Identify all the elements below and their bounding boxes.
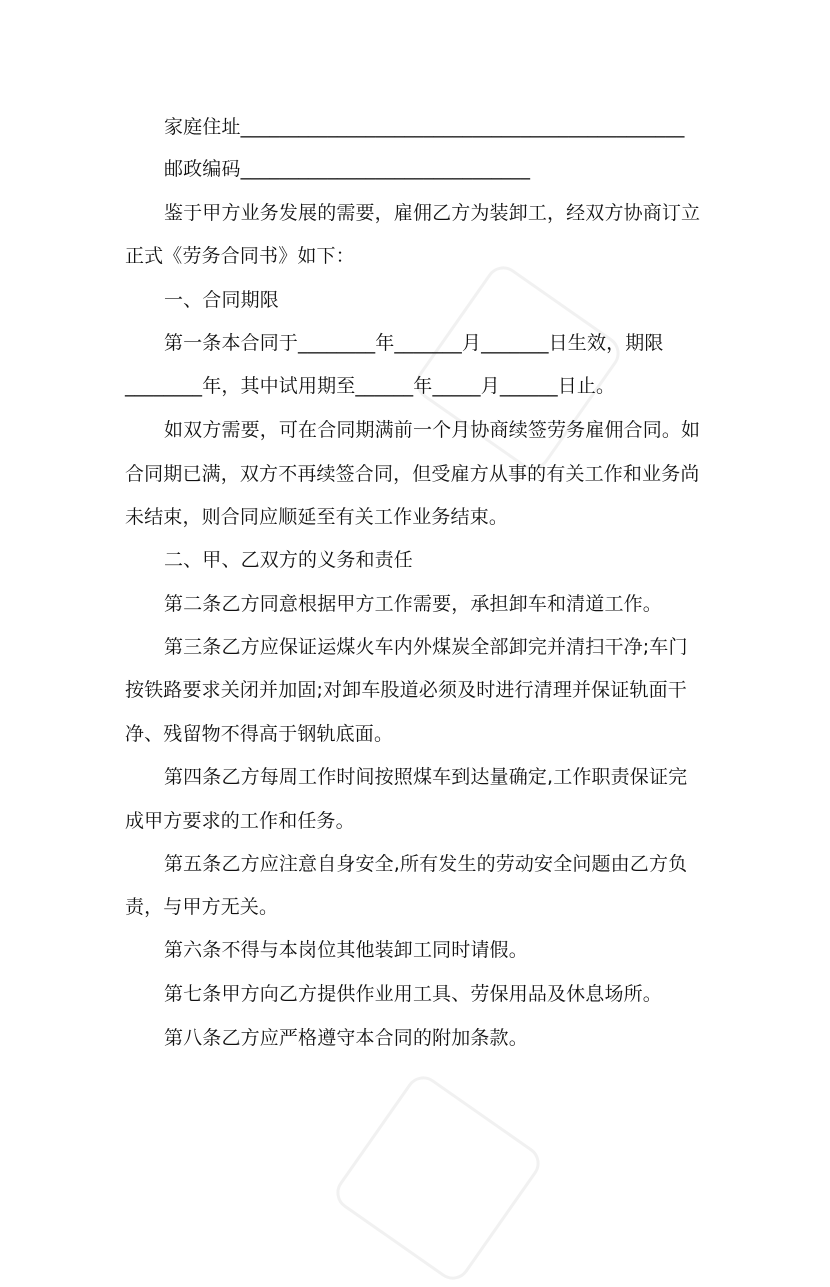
article-line: 责，与甲方无关。 xyxy=(125,896,279,918)
postal-code-line: 邮政编码______________________________ xyxy=(164,158,531,180)
article-line: 第一条本合同于________年_______月_______日生效，期限 xyxy=(164,332,664,354)
paragraph-line: 未结束，则合同应顺延至有关工作业务结束。 xyxy=(125,506,509,528)
article-line: ________年，其中试用期至______年_____月______日止。 xyxy=(125,375,616,397)
home-address-line: 家庭住址______________________________________________ xyxy=(164,116,685,138)
article-line: 成甲方要求的工作和任务。 xyxy=(125,810,355,832)
article-line: 第二条乙方同意根据甲方工作需要，承担卸车和清道工作。 xyxy=(164,593,662,615)
intro-paragraph-line: 鉴于甲方业务发展的需要，雇佣乙方为装卸工，经双方协商订立 xyxy=(164,202,701,224)
article-line: 按铁路要求关闭并加固;对卸车股道必须及时进行清理并保证轨面干 xyxy=(125,679,687,701)
article-line: 第四条乙方每周工作时间按照煤车到达量确定,工作职责保证完 xyxy=(164,766,688,788)
article-line: 第八条乙方应严格遵守本合同的附加条款。 xyxy=(164,1027,528,1049)
article-line: 第五条乙方应注意自身安全,所有发生的劳动安全问题由乙方负 xyxy=(164,853,688,875)
section-heading: 一、合同期限 xyxy=(164,289,279,311)
article-line: 第六条不得与本岗位其他装卸工同时请假。 xyxy=(164,939,528,961)
section-heading: 二、甲、乙双方的义务和责任 xyxy=(164,549,413,571)
watermark-mark xyxy=(329,1069,546,1286)
paragraph-line: 如双方需要，可在合同期满前一个月协商续签劳务雇佣合同。如 xyxy=(164,419,701,441)
paragraph-line: 合同期已满，双方不再续签合同，但受雇方从事的有关工作和业务尚 xyxy=(125,463,700,485)
article-line: 第七条甲方向乙方提供作业用工具、劳保用品及休息场所。 xyxy=(164,983,662,1005)
watermark-mark xyxy=(409,259,626,476)
article-line: 第三条乙方应保证运煤火车内外煤炭全部卸完并清扫干净;车门 xyxy=(164,636,688,658)
article-line: 净、残留物不得高于钢轨底面。 xyxy=(125,723,394,745)
intro-paragraph-line: 正式《劳务合同书》如下： xyxy=(125,245,355,267)
